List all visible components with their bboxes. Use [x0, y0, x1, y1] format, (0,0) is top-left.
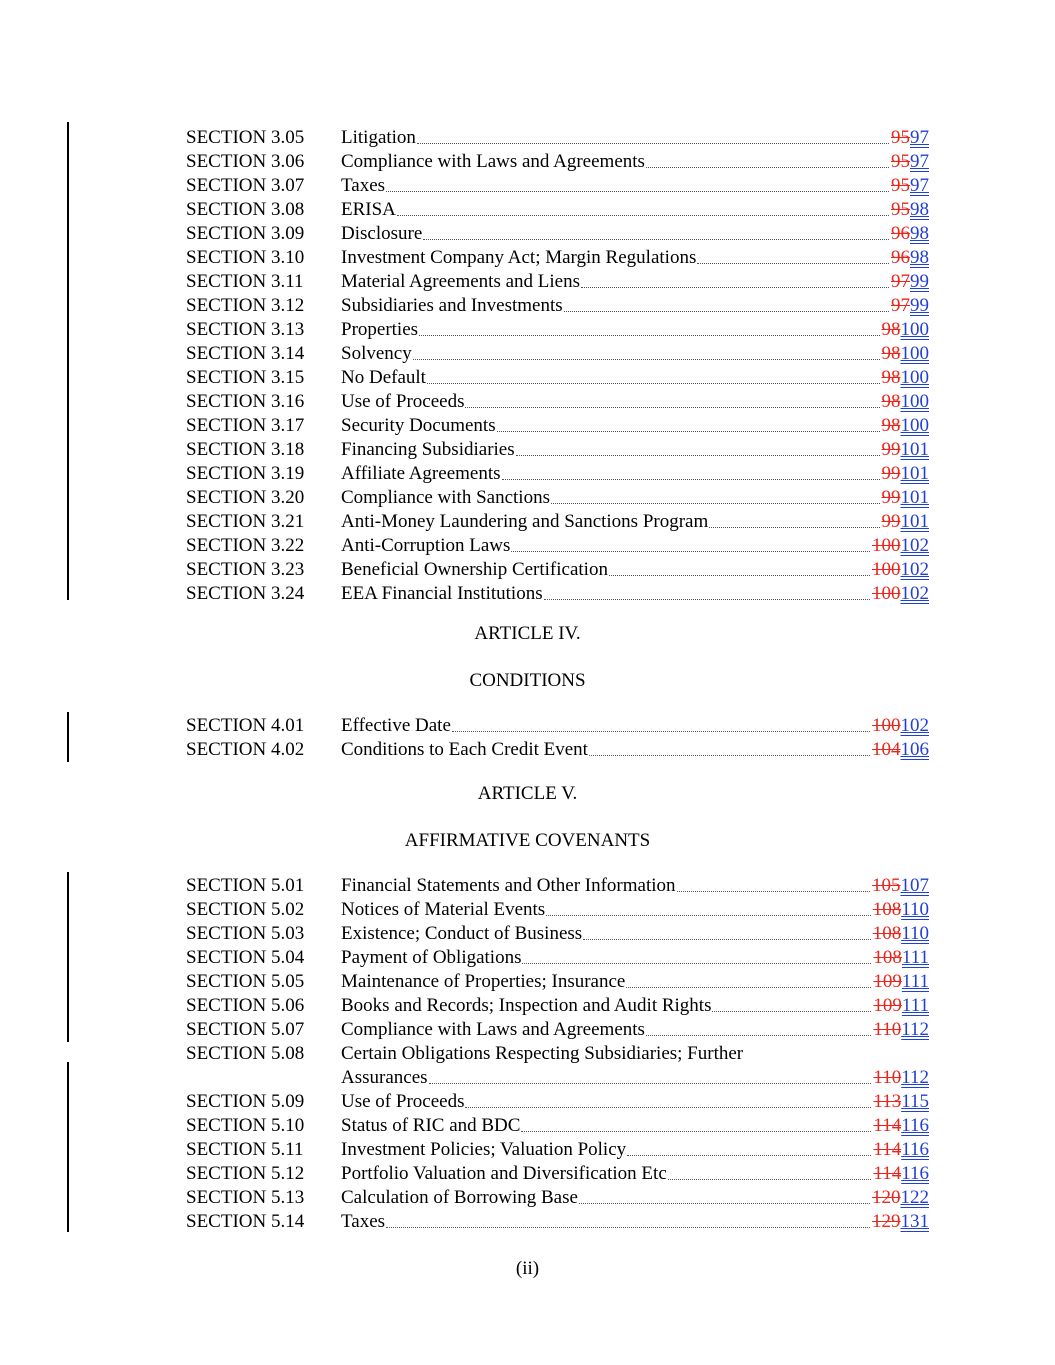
dot-leader: [544, 599, 870, 600]
dot-leader: [397, 215, 889, 216]
page-reference[interactable]: [882, 440, 930, 460]
change-bar: [67, 712, 69, 762]
inserted-page-number[interactable]: 98: [910, 223, 929, 244]
dot-leader: [697, 263, 889, 264]
deleted-page-number: 108: [872, 923, 902, 944]
dot-leader: [646, 1035, 871, 1036]
section-title: Subsidiaries and Investments: [341, 295, 563, 316]
toc-entry[interactable]: [186, 292, 929, 316]
page-reference[interactable]: [872, 584, 929, 604]
toc-entry[interactable]: [186, 532, 929, 556]
page-reference[interactable]: [873, 1140, 929, 1160]
section-title: Compliance with Sanctions: [341, 487, 550, 508]
toc-entry[interactable]: [186, 436, 929, 460]
page-reference[interactable]: [872, 716, 929, 736]
toc-entry[interactable]: [186, 172, 929, 196]
deleted-page-number: 95: [891, 199, 910, 220]
section-title-line1: Certain Obligations Respecting Subsidiaries; Further: [341, 1043, 744, 1064]
dot-leader: [709, 527, 879, 528]
dot-leader: [502, 479, 880, 480]
section-number: SECTION 3.14: [186, 343, 305, 364]
section-title: Taxes: [341, 1211, 386, 1232]
deleted-page-number: 98: [881, 367, 901, 388]
section-number: SECTION 3.11: [186, 271, 304, 292]
deleted-page-number: 109: [873, 971, 902, 992]
page-reference[interactable]: [872, 740, 929, 760]
section-number: SECTION 3.12: [186, 295, 305, 316]
dot-leader: [521, 1131, 871, 1132]
section-title: Notices of Material Events: [341, 899, 546, 920]
page-reference[interactable]: [891, 248, 929, 268]
section-title: Solvency: [341, 343, 412, 364]
section-title: ERISA: [341, 199, 396, 220]
deleted-page-number: 97: [891, 295, 910, 316]
dot-leader: [551, 503, 880, 504]
page-reference[interactable]: [891, 272, 929, 292]
page-reference[interactable]: [882, 464, 930, 484]
inserted-page-number[interactable]: 99: [910, 271, 929, 292]
article-5-label: ARTICLE V.: [477, 783, 578, 804]
section-number: SECTION 3.18: [186, 439, 305, 460]
inserted-page-number[interactable]: 100: [900, 319, 929, 340]
dot-leader: [386, 1227, 870, 1228]
dot-leader: [668, 1179, 872, 1180]
deleted-page-number: 114: [873, 1163, 902, 1184]
deleted-page-number: 95: [891, 127, 910, 148]
section-number: SECTION 3.17: [186, 415, 305, 436]
toc-entry[interactable]: [186, 244, 929, 268]
section-title: Maintenance of Properties; Insurance: [341, 971, 626, 992]
section-title: Effective Date: [341, 715, 451, 736]
dot-leader: [626, 987, 871, 988]
page-reference[interactable]: [882, 368, 930, 388]
toc-entry[interactable]: [186, 1088, 929, 1112]
toc-entry[interactable]: [186, 196, 929, 220]
inserted-page-number[interactable]: 97: [910, 127, 929, 148]
inserted-page-number[interactable]: 101: [900, 439, 929, 460]
inserted-page-number[interactable]: 110: [901, 899, 929, 920]
section-number: SECTION 3.22: [186, 535, 305, 556]
toc-entry[interactable]: [186, 460, 929, 484]
deleted-page-number: 99: [881, 511, 901, 532]
inserted-page-number[interactable]: 116: [901, 1115, 929, 1136]
inserted-page-number[interactable]: 106: [900, 739, 929, 760]
toc-entry[interactable]: [186, 712, 929, 736]
inserted-page-number[interactable]: 111: [901, 971, 929, 992]
section-number: SECTION 5.07: [186, 1019, 305, 1040]
section-number: SECTION 5.10: [186, 1115, 305, 1136]
section-number: SECTION 3.21: [186, 511, 305, 532]
inserted-page-number[interactable]: 101: [900, 463, 929, 484]
dot-leader: [583, 939, 871, 940]
dot-leader: [465, 407, 879, 408]
toc-entry[interactable]: [186, 1064, 929, 1088]
page-reference[interactable]: [873, 996, 929, 1016]
inserted-page-number[interactable]: 116: [901, 1139, 929, 1160]
inserted-page-number[interactable]: 112: [901, 1067, 929, 1088]
inserted-page-number[interactable]: 100: [900, 391, 929, 412]
toc-entry[interactable]: [186, 736, 929, 760]
inserted-page-number[interactable]: 98: [910, 199, 929, 220]
page-reference[interactable]: [873, 1020, 929, 1040]
section-title: Investment Policies; Valuation Policy: [341, 1139, 627, 1160]
deleted-page-number: 109: [873, 995, 902, 1016]
page-number: (ii): [515, 1258, 540, 1279]
deleted-page-number: 98: [881, 391, 901, 412]
section-title: Use of Proceeds: [341, 1091, 465, 1112]
page-reference[interactable]: [873, 1164, 929, 1184]
deleted-page-number: 98: [881, 343, 901, 364]
deleted-page-number: 95: [891, 151, 910, 172]
page-reference[interactable]: [873, 1068, 929, 1088]
page-reference[interactable]: [891, 128, 929, 148]
deleted-page-number: 108: [872, 899, 902, 920]
section-number: SECTION 3.09: [186, 223, 305, 244]
toc-entry[interactable]: [186, 148, 929, 172]
section-title: Use of Proceeds: [341, 391, 465, 412]
deleted-page-number: 96: [891, 223, 910, 244]
deleted-page-number: 114: [873, 1115, 902, 1136]
deleted-page-number: 113: [873, 1091, 902, 1112]
deleted-page-number: 99: [881, 463, 901, 484]
inserted-page-number[interactable]: 100: [900, 367, 929, 388]
inserted-page-number[interactable]: 99: [910, 295, 929, 316]
section-title: Payment of Obligations: [341, 947, 522, 968]
page-reference[interactable]: [882, 488, 930, 508]
page-reference[interactable]: [873, 924, 929, 944]
page-reference[interactable]: [891, 152, 929, 172]
toc-entry[interactable]: [186, 1208, 929, 1232]
deleted-page-number: 120: [872, 1187, 901, 1208]
section-number: SECTION 5.05: [186, 971, 305, 992]
section-title: No Default: [341, 367, 426, 388]
dot-leader: [522, 963, 871, 964]
inserted-page-number[interactable]: 98: [910, 247, 929, 268]
dot-leader: [564, 311, 889, 312]
section-number: SECTION 4.02: [186, 739, 305, 760]
deleted-page-number: 105: [872, 875, 901, 896]
toc-entry[interactable]: [186, 412, 929, 436]
dot-leader: [465, 1107, 871, 1108]
deleted-page-number: 104: [872, 739, 901, 760]
deleted-page-number: 100: [872, 583, 901, 604]
section-number: SECTION 3.16: [186, 391, 305, 412]
inserted-page-number[interactable]: 102: [900, 715, 929, 736]
section-title: Conditions to Each Credit Event: [341, 739, 588, 760]
toc-entry[interactable]: [186, 944, 929, 968]
deleted-page-number: 98: [881, 415, 901, 436]
section-number: SECTION 5.03: [186, 923, 305, 944]
section-number: SECTION 3.23: [186, 559, 305, 580]
dot-leader: [712, 1011, 871, 1012]
page-reference[interactable]: [891, 200, 929, 220]
section-title: Properties: [341, 319, 419, 340]
inserted-page-number[interactable]: 100: [900, 343, 929, 364]
section-number: SECTION 3.19: [186, 463, 305, 484]
section-number: SECTION 5.01: [186, 875, 305, 896]
inserted-page-number[interactable]: 97: [910, 175, 929, 196]
deleted-page-number: 114: [873, 1139, 902, 1160]
section-number: SECTION 5.04: [186, 947, 305, 968]
page-reference[interactable]: [891, 296, 929, 316]
inserted-page-number[interactable]: 102: [900, 559, 929, 580]
dot-leader: [497, 431, 880, 432]
section-number: SECTION 3.15: [186, 367, 305, 388]
toc-entry[interactable]: [186, 992, 929, 1016]
deleted-page-number: 99: [881, 487, 901, 508]
dot-leader: [581, 287, 889, 288]
section-number: SECTION 3.10: [186, 247, 305, 268]
page-reference[interactable]: [891, 224, 929, 244]
inserted-page-number[interactable]: 111: [901, 995, 929, 1016]
section-title: Compliance with Laws and Agreements: [341, 1019, 645, 1040]
inserted-page-number[interactable]: 97: [910, 151, 929, 172]
toc-entry[interactable]: [186, 1160, 929, 1184]
toc-entry[interactable]: [186, 388, 929, 412]
page-reference[interactable]: [891, 176, 929, 196]
deleted-page-number: 129: [872, 1211, 901, 1232]
inserted-page-number[interactable]: 122: [900, 1187, 929, 1208]
toc-entry[interactable]: [186, 1016, 929, 1040]
deleted-page-number: 108: [873, 947, 902, 968]
toc-entry[interactable]: [186, 364, 929, 388]
inserted-page-number[interactable]: 131: [900, 1211, 929, 1232]
toc-entry[interactable]: [186, 920, 929, 944]
inserted-page-number[interactable]: 107: [900, 875, 929, 896]
inserted-page-number[interactable]: 111: [901, 947, 929, 968]
toc-entry[interactable]: [186, 316, 929, 340]
section-title: Status of RIC and BDC: [341, 1115, 521, 1136]
section-title: EEA Financial Institutions: [341, 583, 543, 604]
dot-leader: [677, 891, 870, 892]
section-title: Taxes: [341, 175, 386, 196]
section-title: Affiliate Agreements: [341, 463, 501, 484]
page-reference[interactable]: [872, 536, 929, 556]
dot-leader: [546, 915, 871, 916]
section-number: SECTION 3.07: [186, 175, 305, 196]
deleted-page-number: 96: [891, 247, 910, 268]
section-number: SECTION 5.08: [186, 1043, 305, 1064]
inserted-page-number[interactable]: 102: [900, 583, 929, 604]
deleted-page-number: 99: [881, 439, 901, 460]
page-reference[interactable]: [873, 948, 929, 968]
page-reference[interactable]: [872, 876, 929, 896]
toc-entry[interactable]: [186, 580, 929, 604]
page-reference[interactable]: [882, 416, 930, 436]
page-reference[interactable]: [872, 1212, 929, 1232]
section-title: Financial Statements and Other Information: [341, 875, 676, 896]
dot-leader: [627, 1155, 871, 1156]
section-number: SECTION 4.01: [186, 715, 305, 736]
inserted-page-number[interactable]: 110: [901, 923, 929, 944]
toc-entry[interactable]: [186, 508, 929, 532]
section-number: SECTION 3.05: [186, 127, 305, 148]
toc-entry[interactable]: [186, 872, 929, 896]
deleted-page-number: 97: [891, 271, 910, 292]
page-reference[interactable]: [882, 512, 930, 532]
page-reference[interactable]: [873, 1092, 929, 1112]
toc-entry[interactable]: [186, 340, 929, 364]
deleted-page-number: 110: [873, 1067, 902, 1088]
page-reference[interactable]: [882, 320, 930, 340]
deleted-page-number: 95: [891, 175, 910, 196]
dot-leader: [589, 755, 870, 756]
section-title: Disclosure: [341, 223, 423, 244]
section-number: SECTION 5.14: [186, 1211, 305, 1232]
section-title: Assurances: [341, 1067, 428, 1088]
dot-leader: [423, 239, 889, 240]
section-number: SECTION 5.09: [186, 1091, 305, 1112]
page-reference[interactable]: [882, 392, 930, 412]
toc-entry[interactable]: [186, 220, 929, 244]
page-reference[interactable]: [882, 344, 930, 364]
section-title: Books and Records; Inspection and Audit Rights: [341, 995, 712, 1016]
toc-entry[interactable]: [186, 484, 929, 508]
section-number: SECTION 5.12: [186, 1163, 305, 1184]
toc-entry[interactable]: [186, 1184, 929, 1208]
toc-entry[interactable]: [186, 556, 929, 580]
section-title: Portfolio Valuation and Diversification Etc: [341, 1163, 667, 1184]
toc-entry[interactable]: [186, 1112, 929, 1136]
section-number: SECTION 3.08: [186, 199, 305, 220]
section-title: Litigation: [341, 127, 416, 148]
dot-leader: [427, 383, 880, 384]
inserted-page-number[interactable]: 102: [900, 535, 929, 556]
dot-leader: [646, 167, 889, 168]
deleted-page-number: 100: [872, 535, 901, 556]
page-reference[interactable]: [872, 560, 929, 580]
section-number: SECTION 3.13: [186, 319, 305, 340]
dot-leader: [429, 1083, 872, 1084]
article-4-label: ARTICLE IV.: [474, 623, 581, 644]
change-bar: [67, 872, 69, 1042]
section-title: Existence; Conduct of Business: [341, 923, 583, 944]
dot-leader: [419, 335, 879, 336]
dot-leader: [417, 143, 889, 144]
toc-entry[interactable]: [186, 124, 929, 148]
inserted-page-number[interactable]: 115: [901, 1091, 929, 1112]
page-reference[interactable]: [872, 1188, 929, 1208]
section-title: Investment Company Act; Margin Regulations: [341, 247, 697, 268]
section-number: SECTION 3.20: [186, 487, 305, 508]
inserted-page-number[interactable]: 101: [900, 487, 929, 508]
dot-leader: [579, 1203, 870, 1204]
toc-entry-line1: [186, 1040, 929, 1064]
section-title: Anti-Corruption Laws: [341, 535, 511, 556]
dot-leader: [511, 551, 870, 552]
change-bar: [67, 1062, 69, 1232]
section-title: Beneficial Ownership Certification: [341, 559, 608, 580]
deleted-page-number: 100: [872, 715, 901, 736]
inserted-page-number[interactable]: 112: [901, 1019, 929, 1040]
toc-entry[interactable]: [186, 268, 929, 292]
section-number: SECTION 3.06: [186, 151, 305, 172]
toc-entry[interactable]: [186, 968, 929, 992]
section-title: Compliance with Laws and Agreements: [341, 151, 645, 172]
section-title: Material Agreements and Liens: [341, 271, 581, 292]
deleted-page-number: 100: [872, 559, 901, 580]
section-number: SECTION 5.13: [186, 1187, 305, 1208]
section-title: Financing Subsidiaries: [341, 439, 515, 460]
inserted-page-number[interactable]: 100: [900, 415, 929, 436]
dot-leader: [516, 455, 880, 456]
article-5-title: AFFIRMATIVE COVENANTS: [404, 830, 651, 851]
section-title: Security Documents: [341, 415, 496, 436]
page-reference[interactable]: [873, 1116, 929, 1136]
dot-leader: [609, 575, 870, 576]
section-title: Calculation of Borrowing Base: [341, 1187, 578, 1208]
toc-entry[interactable]: [186, 896, 929, 920]
inserted-page-number[interactable]: 116: [901, 1163, 929, 1184]
section-number: SECTION 5.06: [186, 995, 305, 1016]
article-4-title: CONDITIONS: [469, 670, 586, 691]
section-title: Anti-Money Laundering and Sanctions Program: [341, 511, 709, 532]
dot-leader: [452, 731, 870, 732]
dot-leader: [413, 359, 880, 360]
toc-entry[interactable]: [186, 1136, 929, 1160]
deleted-page-number: 110: [873, 1019, 902, 1040]
dot-leader: [386, 191, 889, 192]
inserted-page-number[interactable]: 101: [900, 511, 929, 532]
section-number: SECTION 5.11: [186, 1139, 304, 1160]
page-reference[interactable]: [873, 972, 929, 992]
page-reference[interactable]: [873, 900, 929, 920]
section-number: SECTION 5.02: [186, 899, 305, 920]
deleted-page-number: 98: [881, 319, 901, 340]
change-bar: [67, 122, 69, 600]
section-number: SECTION 3.24: [186, 583, 305, 604]
